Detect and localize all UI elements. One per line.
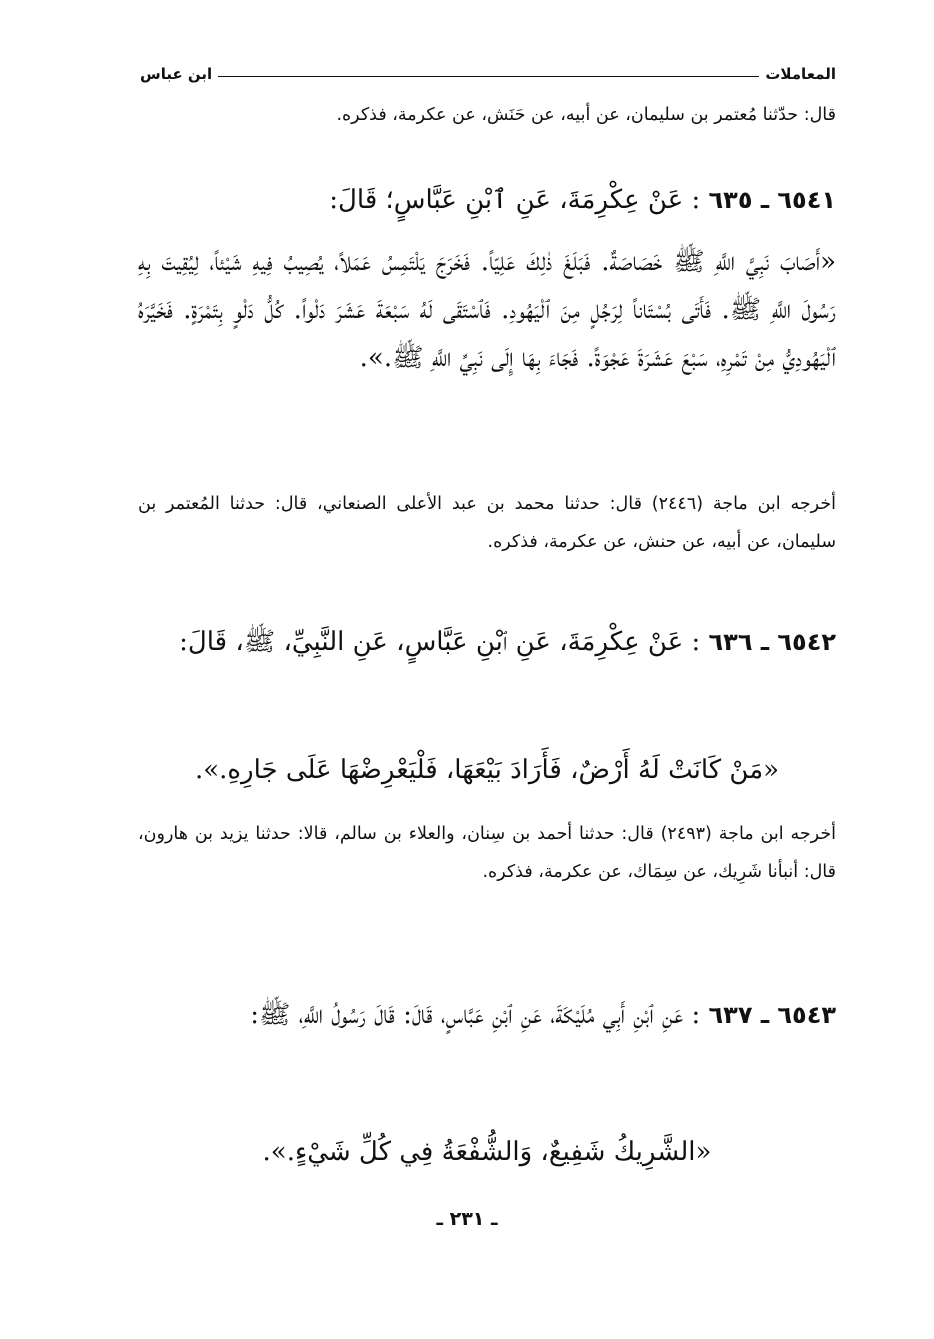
hadith-636-number: ٦٥٤٢ ـ ٦٣٦ [708, 628, 836, 656]
hadith-636-chain: : عَنْ عِكْرِمَةَ، عَنِ ٱبْنِ عَبَّاسٍ، عَنِ النَّبِيِّ، ﷺ، قَالَ: [179, 627, 701, 657]
hadith-635-text [138, 238, 836, 382]
hadith-637-number: ٦٥٤٣ ـ ٦٣٧ [708, 1001, 836, 1029]
hadith-637-body: «الشَّرِيكُ شَفِيعٌ، وَالشُّفْعَةُ فِي كُلِّ شَيْءٍ.». [262, 1137, 712, 1167]
running-header [140, 62, 836, 86]
hadith-635-chain: : عَنْ عِكْرِمَةَ، عَنِ ٱبْنِ عَبَّاسٍ؛ قَالَ: [329, 185, 701, 215]
hadith-636-takhrij-text: أخرجه ابن ماجة (٢٤٩٣) قال: حدثنا أحمد بن سِنان، والعلاء بن سالم، قالا: حدثنا يزيد بن هارون، قال: أنبأنا شَرِيك، عن سِمَاك، عن عكرمة، فذكره. [138, 824, 837, 882]
book-title: ابن عباس [140, 65, 213, 83]
hadith-637-text [138, 1128, 836, 1176]
hadith-636-text [138, 746, 836, 794]
hadith-635-heading [138, 180, 836, 220]
page-number: ـ ٢٣١ ـ [436, 1208, 498, 1230]
hadith-635-number: ٦٥٤١ ـ ٦٣٥ [708, 186, 836, 214]
hadith-635-takhrij-text: أخرجه ابن ماجة (٢٤٤٦) قال: حدثنا محمد بن عبد الأعلى الصنعاني، قال: حدثنا المُعتمر بن سليمان، عن أبيه، عن حنش، عن عكرمة، فذكره. [138, 494, 836, 552]
hadith-637-heading [138, 995, 836, 1035]
header-rule [218, 76, 759, 77]
hadith-636-takhrij [138, 815, 836, 891]
hadith-635-takhrij [138, 485, 836, 561]
hadith-636-heading [138, 622, 836, 662]
continuation-paragraph [138, 96, 836, 134]
hadith-636-body: «مَنْ كَانَتْ لَهُ أَرْضٌ، فَأَرَادَ بَيْعَهَا، فَلْيَعْرِضْهَا عَلَى جَارِهِ.». [194, 755, 780, 785]
hadith-635-body: «أَصَابَ نَبِيَّ اللَّهِ ﷺ خَصَاصَةٌ. فَبَلَغَ ذٰلِكَ عَلِيّاً. فَخَرَجَ يَلْتَمِسُ عَمَلاً، يُصِيبُ فِيهِ شَيْئاً، لِيُقِيتَ بِهِ رَسُولَ اللَّهِ ﷺ. فَأَتَى بُسْتَاناً لِرَجُلٍ مِنَ ٱلْيَهُودِ. فَٱسْتَقَى لَهُ سَبْعَةَ عَشَرَ دَلْواً. كُلُّ دَلْوٍ بِتَمْرَةٍ. فَخَيَّرَهُ ٱلْيَهُودِيُّ مِنْ تَمْرِهِ، سَبْعَ عَشَرَةَ عَجْوَةً. فَجَاءَ بِهَا إِلَى نَبِيِّ اللَّهِ ﷺ.». [138, 247, 836, 373]
continuation-text: قال: حدّثنا مُعتمر بن سليمان، عن أبيه، عن حَنَش، عن عكرمة، فذكره. [336, 105, 836, 125]
section-title: المعاملات [765, 65, 836, 83]
hadith-637-chain: : عَنِ ٱبْنِ أَبِي مُلَيْكَةَ، عَنِ ٱبْنِ عَبَّاسٍ، قَالَ: قَالَ رَسُولُ اللَّهِ، ﷺ: [250, 1000, 701, 1030]
